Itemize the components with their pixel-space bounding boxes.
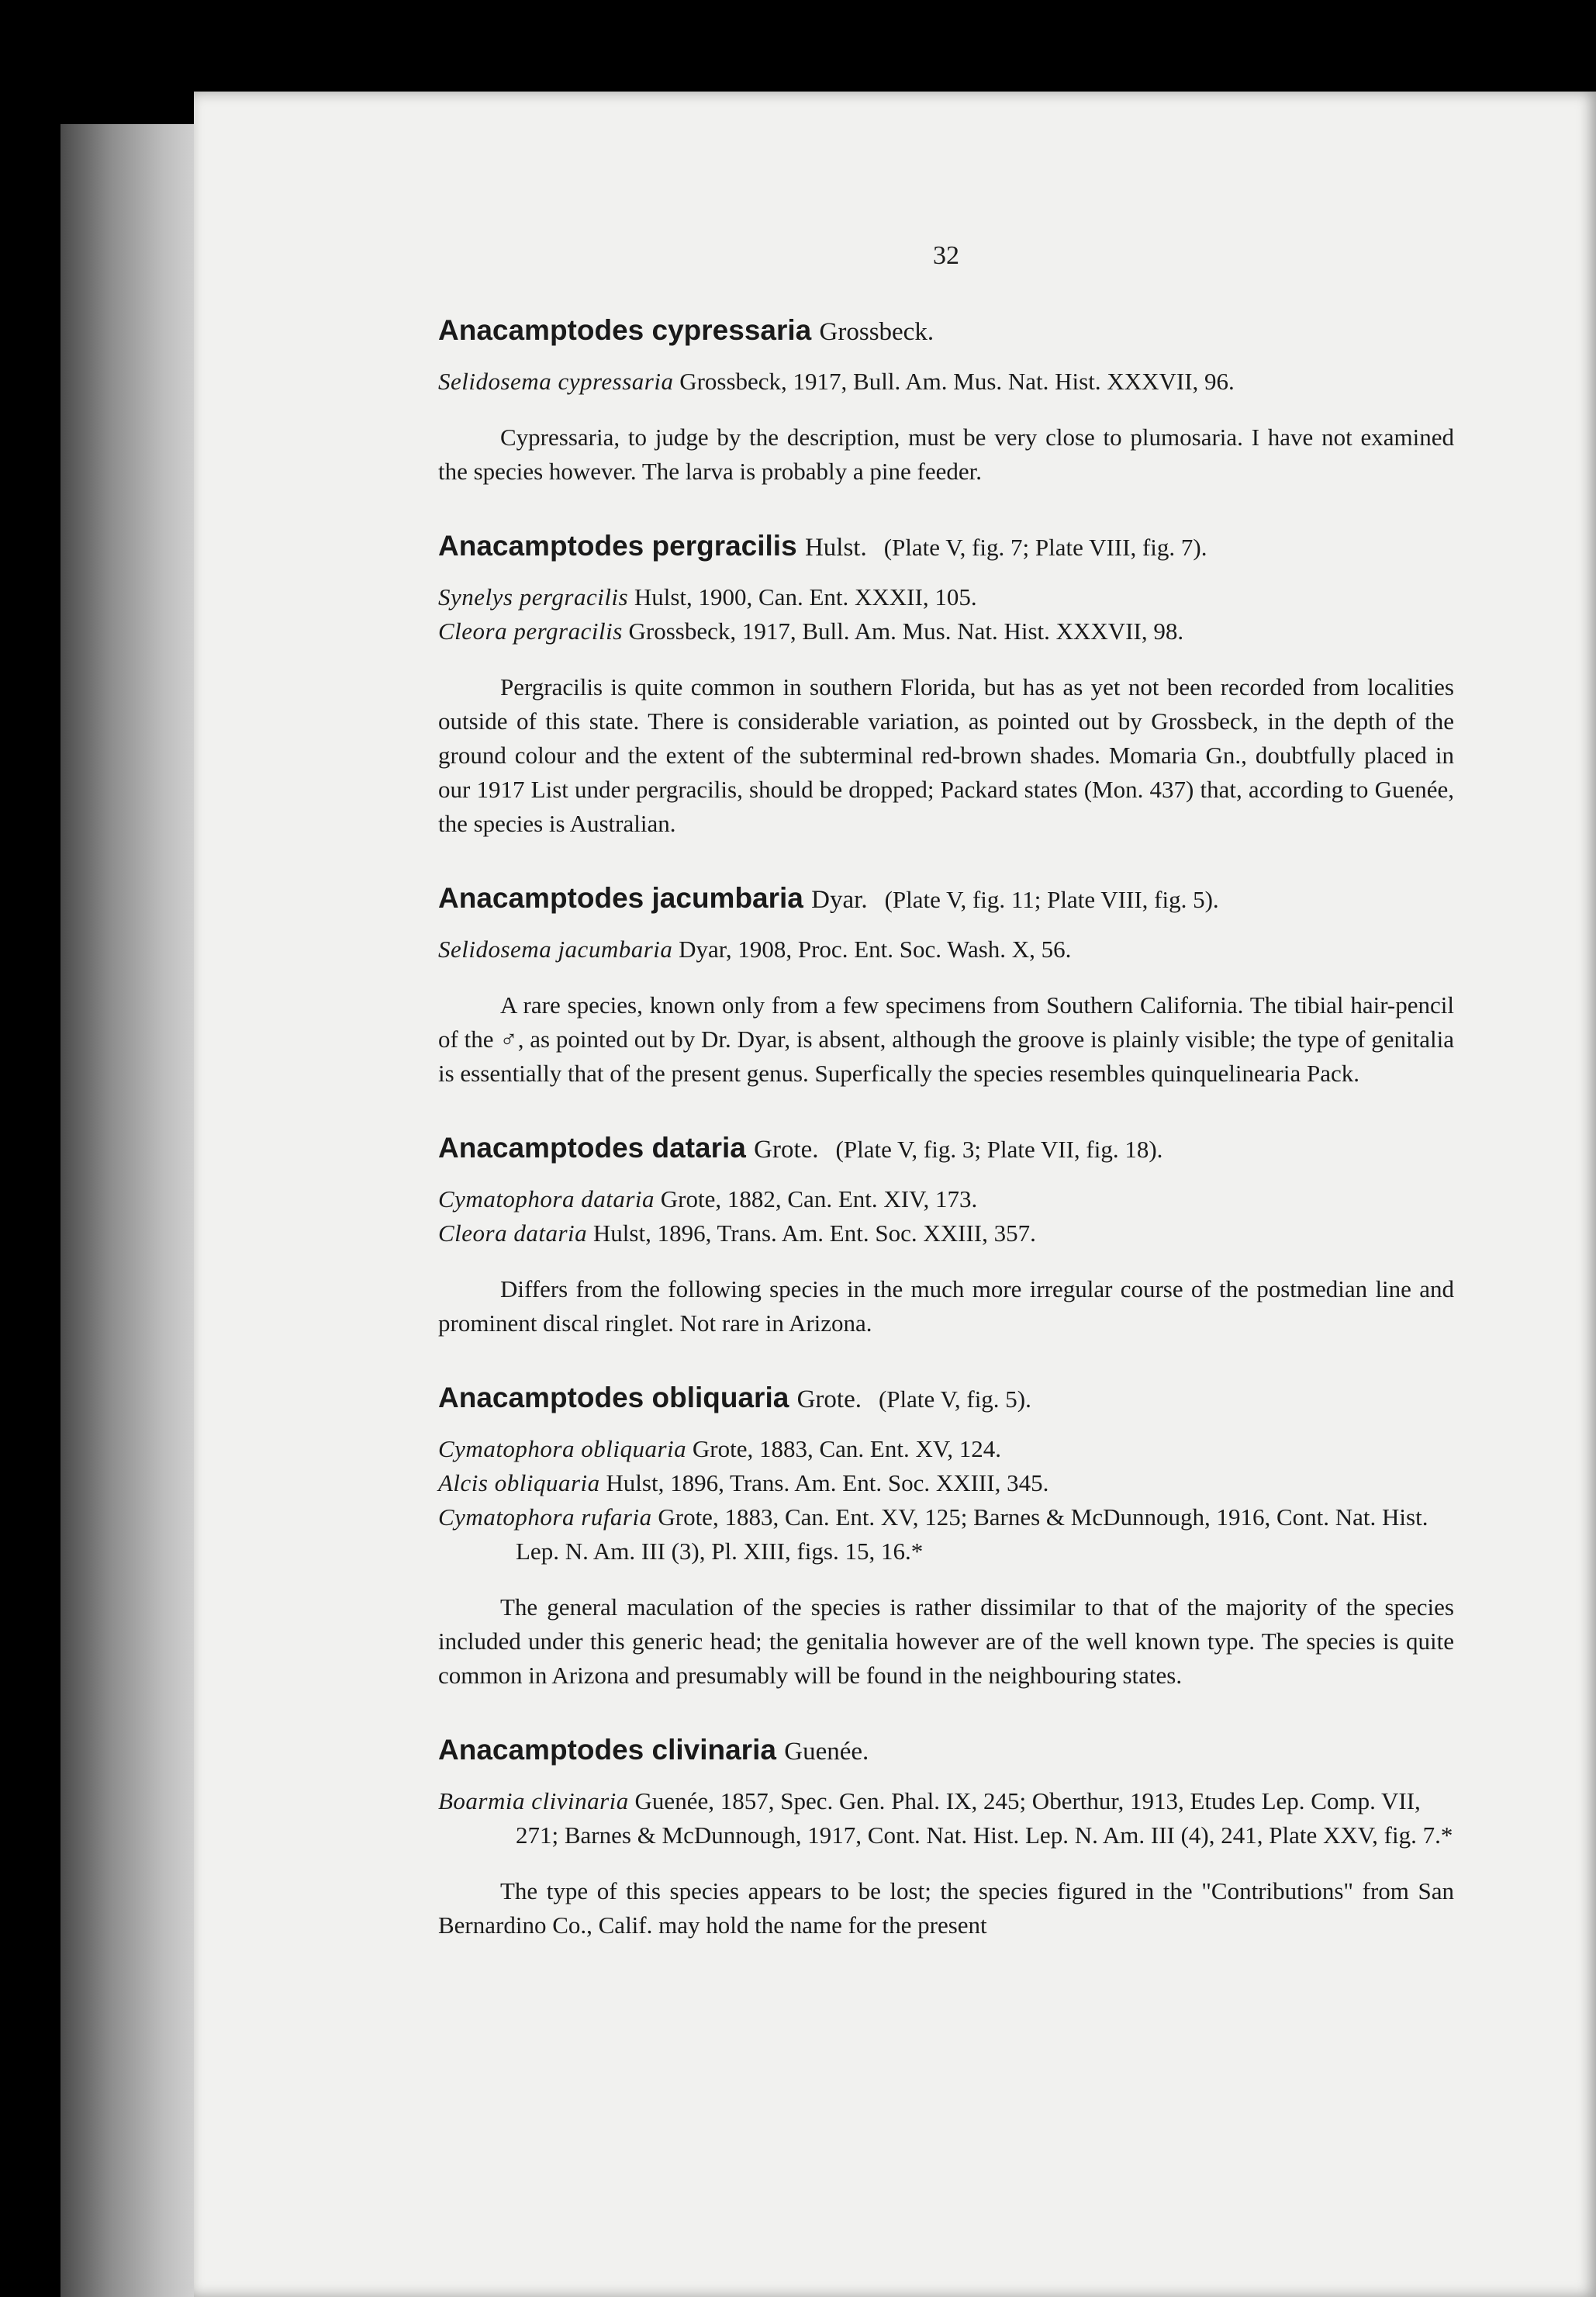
- species-section: [438, 881, 1454, 1091]
- synonym-entry: Synelys pergracilis Hulst, 1900, Can. Ent. XXXII, 105.: [438, 583, 977, 611]
- synonym-entry: Boarmia clivinaria Guenée, 1857, Spec. Gen. Phal. IX, 245; Oberthur, 1913, Etudes Lep. Comp. VII, 271; Barnes & McDunnough, 1917, Cont. Nat. Hist. Lep. N. Am. III (4), 241, Plate XXV, fig. 7.*: [438, 1787, 1453, 1849]
- synonym-entry: Cymatophora rufaria Grote, 1883, Can. Ent. XV, 125; Barnes & McDunnough, 1916, Cont. Nat. Hist. Lep. N. Am. III (3), Pl. XIII, figs. 15, 16.*: [438, 1503, 1428, 1565]
- synonym-list: [438, 365, 1454, 399]
- synonym-list: [438, 1182, 1454, 1251]
- synonym-entry: Cymatophora dataria Grote, 1882, Can. Ent. XIV, 173.: [438, 1185, 978, 1212]
- species-heading: Anacamptodes pergracilis Hulst. (Plate V, fig. 7; Plate VIII, fig. 7).: [438, 530, 1207, 562]
- species-heading: Anacamptodes dataria Grote. (Plate V, fig. 3; Plate VII, fig. 18).: [438, 1132, 1163, 1164]
- synonym-list: [438, 932, 1454, 967]
- species-heading: Anacamptodes obliquaria Grote. (Plate V, fig. 5).: [438, 1382, 1031, 1413]
- book-spine: [60, 124, 208, 2297]
- synonym-entry: Alcis obliquaria Hulst, 1896, Trans. Am. Ent. Soc. XXIII, 345.: [438, 1469, 1049, 1496]
- synonym-list: [438, 1784, 1454, 1852]
- species-description: Pergracilis is quite common in southern Florida, but has as yet not been recorded from localities outside of this state. There is considerable variation, as pointed out by Grossbeck, in the depth of the ground colour and the extent of the subterminal red-brown shades. Momaria Gn., doubtfully placed in our 1917 List under pergracilis, should be dropped; Packard states (Mon. 437) that, according to Guenée, the species is Australian.: [438, 673, 1454, 837]
- species-description: A rare species, known only from a few specimens from Southern California. The tibial hair-pencil of the ♂, as pointed out by Dr. Dyar, is absent, although the groove is plainly visible; the type of genitalia is essentially that of the present genus. Superfically the species resembles quinquelinearia Pack.: [438, 991, 1454, 1087]
- species-description: Cypressaria, to judge by the description, must be very close to plumosaria. I have not examined the species however. The larva is probably a pine feeder.: [438, 424, 1454, 485]
- page-content: [438, 239, 1454, 1942]
- synonym-entry: Cleora pergracilis Grossbeck, 1917, Bull. Am. Mus. Nat. Hist. XXXVII, 98.: [438, 617, 1184, 645]
- species-section: [438, 1131, 1454, 1340]
- species-section: [438, 1733, 1454, 1942]
- synonym-entry: Selidosema jacumbaria Dyar, 1908, Proc. Ent. Soc. Wash. X, 56.: [438, 936, 1072, 963]
- synonym-entry: Cleora dataria Hulst, 1896, Trans. Am. Ent. Soc. XXIII, 357.: [438, 1219, 1036, 1247]
- page-number: 32: [933, 241, 959, 270]
- species-heading: Anacamptodes clivinaria Guenée.: [438, 1734, 869, 1766]
- species-heading: Anacamptodes cypressaria Grossbeck.: [438, 314, 934, 346]
- book-page: [194, 92, 1596, 2297]
- species-heading: Anacamptodes jacumbaria Dyar. (Plate V, fig. 11; Plate VIII, fig. 5).: [438, 882, 1219, 914]
- species-description: The type of this species appears to be lost; the species figured in the "Contributions" from San Bernardino Co., Calif. may hold the name for the present: [438, 1877, 1454, 1939]
- synonym-list: [438, 580, 1454, 649]
- synonym-entry: Cymatophora obliquaria Grote, 1883, Can. Ent. XV, 124.: [438, 1435, 1002, 1462]
- species-section: [438, 1381, 1454, 1693]
- synonym-entry: Selidosema cypressaria Grossbeck, 1917, Bull. Am. Mus. Nat. Hist. XXXVII, 96.: [438, 368, 1235, 395]
- species-section: [438, 313, 1454, 489]
- synonym-list: [438, 1432, 1454, 1569]
- species-section: [438, 529, 1454, 841]
- species-description: Differs from the following species in the much more irregular course of the postmedian line and prominent discal ringlet. Not rare in Arizona.: [438, 1275, 1454, 1337]
- species-description: The general maculation of the species is rather dissimilar to that of the majority of the species included under this generic head; the genitalia however are of the well known type. The species is quite common in Arizona and presumably will be found in the neighbouring states.: [438, 1593, 1454, 1689]
